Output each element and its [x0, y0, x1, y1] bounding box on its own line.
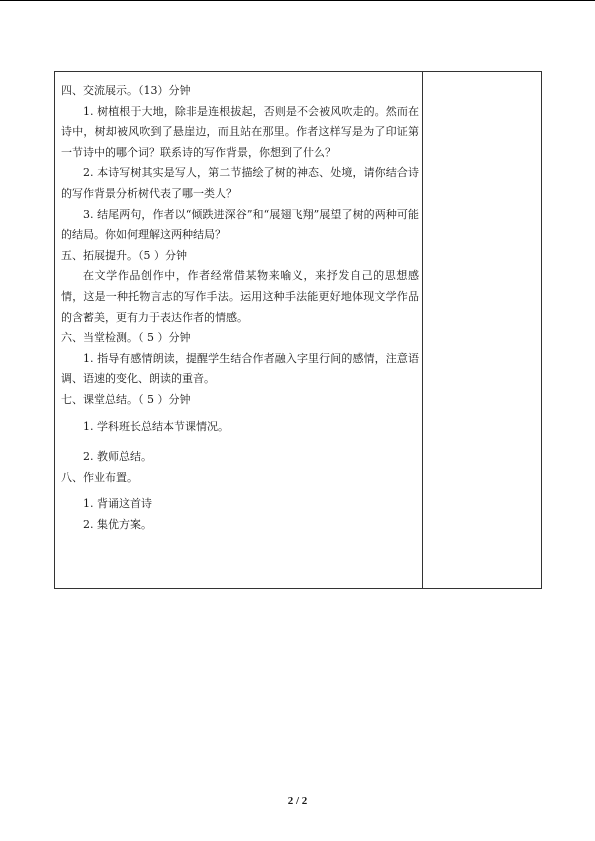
- section-4-item-1: 1. 树植根于大地，除非是连根拔起，否则是不会被风吹走的。然而在诗中，树却被风吹到了悬崖边，而且站在那里。作者这样写是为了印证第一节诗中的哪个词？联系诗的写作背景，你想到了什么？: [61, 104, 419, 159]
- section-5-heading: 五、拓展提升。（5 ）分钟: [61, 248, 187, 262]
- section-4-item-3: 3. 结尾两句，作者以“倾跌进深谷”和“展翅飞翔”展望了树的两种可能的结局。你如何理解这两种结局？: [61, 207, 419, 242]
- section-6-heading: 六、当堂检测。（ 5 ）分钟: [61, 331, 191, 345]
- section-8-item-2: 2. 集优方案。: [83, 517, 152, 531]
- section-4-heading: 四、交流展示。（13）分钟: [61, 84, 191, 97]
- section-8-heading: 八、作业布置。: [61, 470, 138, 484]
- section-7-heading: 七、课堂总结。（ 5 ）分钟: [61, 392, 191, 406]
- section-8-item-1: 1. 背诵这首诗: [83, 497, 152, 511]
- section-4-item-2: 2. 本诗写树其实是写人，第二节描绘了树的神态、处境，请你结合诗的写作背景分析树代表了哪一类人？: [61, 166, 419, 200]
- section-7-item-1: 1. 学科班长总结本节课情况。: [83, 419, 229, 433]
- section-5-body: 在文学作品创作中，作者经常借某物来喻义，来抒发自己的思想感情，这是一种托物言志的写作手法。运用这种手法能更好地体现文学作品的含蓄美，更有力于表达作者的情感。: [61, 269, 419, 324]
- lesson-table: [54, 71, 542, 589]
- column-divider: [422, 72, 423, 588]
- header-rule: [0, 0, 595, 1]
- section-7-item-2: 2. 教师总结。: [83, 450, 152, 464]
- lesson-content-cell: [61, 81, 419, 535]
- section-6-item-1: 1. 指导有感情朗读，提醒学生结合作者融入字里行间的感情，注意语调、语速的变化、朗读的重音。: [61, 351, 419, 386]
- page-number: 2 / 2: [287, 795, 308, 807]
